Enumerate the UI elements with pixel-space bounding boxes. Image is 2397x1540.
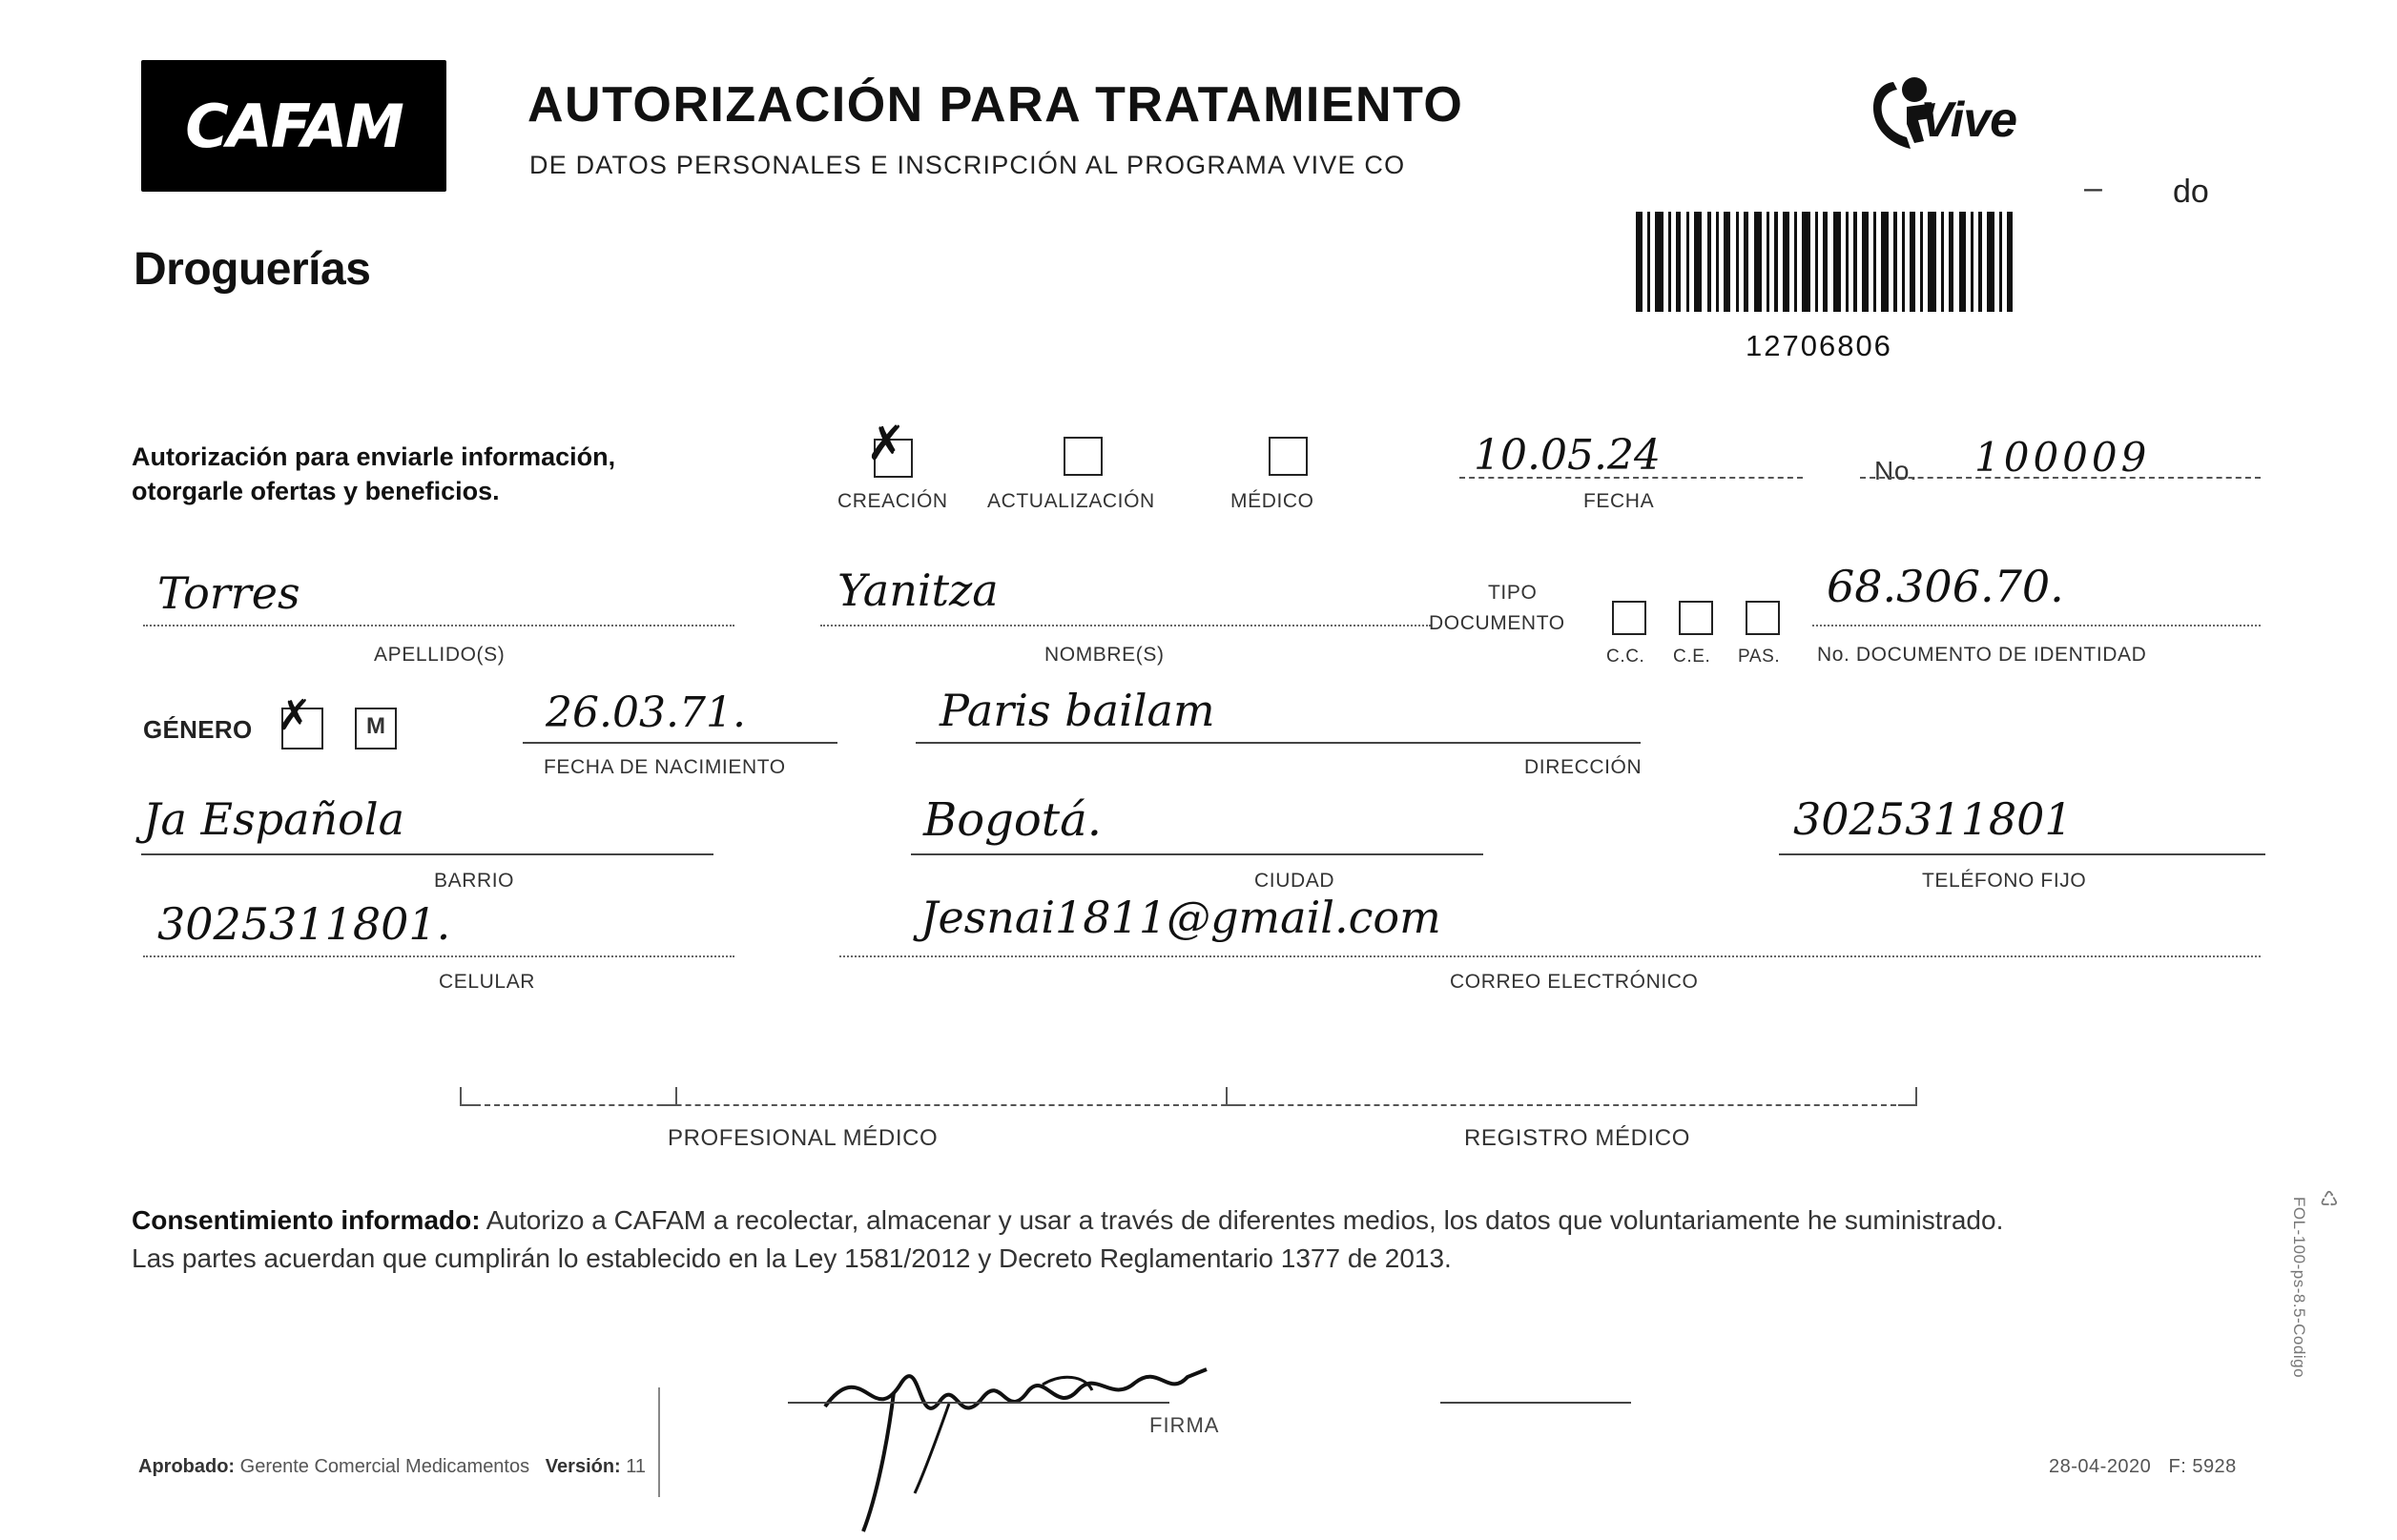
label-ce: C.E.	[1673, 647, 1711, 667]
barcode	[1636, 212, 2017, 312]
signature-mark	[806, 1316, 1340, 1535]
label-profesional-medico: PROFESIONAL MÉDICO	[668, 1125, 939, 1151]
label-medico: MÉDICO	[1230, 490, 1314, 512]
consent-text-2: Las partes acuerdan que cumplirán lo establecido en la Ley 1581/2012 y Decreto Reglamentario 1377 de 2013.	[132, 1242, 1452, 1273]
label-actualizacion: ACTUALIZACIÓN	[987, 490, 1155, 512]
footer-approved	[138, 1456, 646, 1478]
page-title: AUTORIZACIÓN PARA TRATAMIENTO	[527, 77, 1464, 133]
droguerias-label: Droguerías	[134, 244, 371, 295]
apellido-value: Torres	[157, 567, 300, 619]
label-barrio: BARRIO	[434, 870, 515, 892]
cut-dash: –	[2084, 170, 2102, 206]
checkbox-cc[interactable]	[1612, 601, 1646, 635]
recycle-icon: ♺	[2320, 1187, 2339, 1211]
label-celular: CELULAR	[439, 971, 536, 993]
ciudad-value: Bogotá.	[923, 793, 1102, 847]
fecha-value: 10.05.24	[1474, 431, 1661, 480]
celular-value: 3025311801.	[157, 898, 451, 950]
barcode-number: 12706806	[1746, 329, 1892, 362]
checkbox-actualizacion[interactable]	[1064, 437, 1103, 476]
label-folio: No.	[1874, 456, 1918, 485]
consent-block	[132, 1201, 2278, 1278]
label-creacion: CREACIÓN	[837, 490, 948, 512]
vive-logo	[1865, 74, 2132, 160]
footer-version-value: 11	[626, 1456, 647, 1477]
label-registro-medico: REGISTRO MÉDICO	[1464, 1125, 1691, 1151]
consent-heading: Consentimiento informado:	[132, 1205, 481, 1235]
checkbox-genero-f-mark: ✗	[277, 691, 312, 740]
checkbox-ce[interactable]	[1679, 601, 1713, 635]
cut-mark-text: do	[2173, 174, 2209, 210]
page-subtitle: DE DATOS PERSONALES E INSCRIPCIÓN AL PROGRAMA VIVE CO	[529, 151, 1406, 179]
footer-code: F: 5928	[2168, 1456, 2237, 1477]
consent-text-1: Autorizo a CAFAM a recolectar, almacenar y usar a través de diferentes medios, los datos que voluntariamente he suministrado.	[480, 1205, 2004, 1235]
nacimiento-value: 26.03.71.	[546, 688, 746, 737]
direccion-value: Paris bailam	[940, 685, 1215, 736]
cafam-logo-text: CAFAM	[185, 91, 403, 161]
footer-version-label: Versión:	[545, 1456, 621, 1477]
label-direccion: DIRECCIÓN	[1524, 756, 1643, 778]
checkbox-pas[interactable]	[1746, 601, 1780, 635]
label-documento: DOCUMENTO	[1429, 612, 1565, 634]
label-correo: CORREO ELECTRÓNICO	[1450, 971, 1699, 993]
footer-date: 28-04-2020	[2049, 1456, 2152, 1477]
label-genero: GÉNERO	[143, 715, 253, 744]
authorization-line-1: Autorización para enviarle información,	[132, 442, 616, 471]
label-no-documento: No. DOCUMENTO DE IDENTIDAD	[1817, 644, 2147, 666]
folio-value: 100009	[1974, 434, 2151, 481]
label-tipo: TIPO	[1488, 582, 1538, 604]
barrio-value: Ja Española	[143, 793, 405, 845]
checkbox-creacion-mark: ✗	[866, 416, 906, 471]
label-pas: PAS.	[1738, 647, 1781, 667]
label-genero-m: M	[366, 713, 386, 739]
footer-date-code	[2049, 1456, 2237, 1478]
nombre-value: Yanitza	[837, 565, 999, 616]
label-telefono-fijo: TELÉFONO FIJO	[1922, 870, 2087, 892]
label-firma: FIRMA	[1149, 1413, 1220, 1437]
label-nacimiento: FECHA DE NACIMIENTO	[544, 756, 786, 778]
telefono-fijo-value: 3025311801	[1793, 793, 2073, 845]
vive-logo-text: Vive	[1920, 92, 2017, 148]
footer-approved-label: Aprobado:	[138, 1456, 236, 1477]
footer-approved-by: Gerente Comercial Medicamentos	[239, 1456, 530, 1477]
correo-value: Jesnai1811@gmail.com	[920, 892, 1441, 943]
label-ciudad: CIUDAD	[1254, 870, 1335, 892]
label-cc: C.C.	[1606, 647, 1645, 667]
footer-side-text: FOL-100-ps-8.5-Codigo	[2290, 1197, 2308, 1379]
checkbox-medico[interactable]	[1269, 437, 1308, 476]
cafam-logo	[141, 60, 446, 192]
label-nombre: NOMBRE(S)	[1044, 644, 1165, 666]
documento-value: 68.306.70.	[1827, 561, 2064, 612]
label-fecha: FECHA	[1583, 490, 1655, 512]
label-apellido: APELLIDO(S)	[374, 644, 506, 666]
authorization-line-2: otorgarle ofertas y beneficios.	[132, 477, 500, 505]
